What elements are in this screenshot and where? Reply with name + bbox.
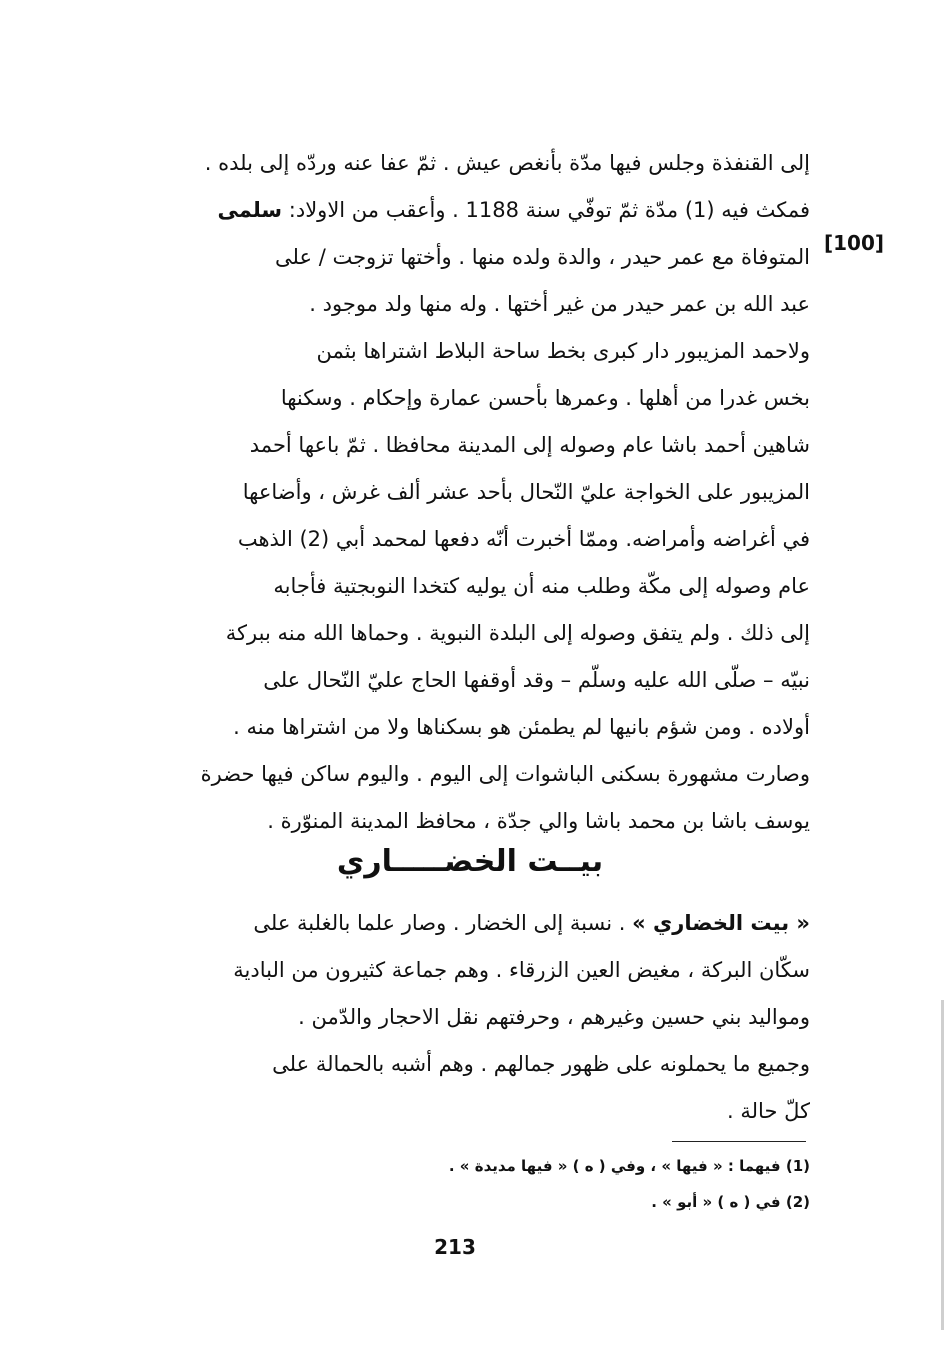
text-line: ومواليد بني حسين وغيرهم ، وحرفتهم نقل الاحجار والدّمن . — [298, 1005, 810, 1029]
text-line — [130, 900, 810, 947]
text-line: وجميع ما يحملونه على ظهور جمالهم . وهم أشبه بالحمالة على — [272, 1052, 810, 1076]
footnote-2: (2) في ( ه ) « أبو » . — [651, 1193, 810, 1211]
text-line: أولاده . ومن شؤم بانيها لم يطمئن هو بسكناها ولا من اشتراها منه . — [233, 715, 810, 739]
text-run: فمكث فيه (1) مدّة ثمّ توفّي سنة 1188 . وأعقب من الاولاد: — [282, 198, 810, 222]
text-line — [130, 187, 810, 234]
page-number: 213 — [434, 1235, 476, 1259]
margin-page-reference: [100] — [824, 231, 885, 255]
text-line: عام وصوله إلى مكّة وطلب منه أن يوليه كتخدا النوبجتية فأجابه — [273, 574, 810, 598]
text-line: نبيّه – صلّى الله عليه وسلّم – وقد أوقفها الحاج عليّ النّحال على — [263, 668, 810, 692]
paragraph-3 — [130, 900, 810, 1135]
text-line: عبد الله بن عمر حيدر من غير أختها . وله منها ولد موجود . — [309, 292, 810, 316]
text-line: شاهين أحمد باشا عام وصوله إلى المدينة محافظا . ثمّ باعها أحمد — [249, 433, 810, 457]
paragraph-2 — [130, 328, 810, 845]
footnote-divider — [672, 1141, 806, 1142]
bold-term: « بيت الخضاري » — [632, 911, 810, 935]
paragraph-1 — [130, 140, 810, 328]
text-run: . نسبة إلى الخضار . وصار علما بالغلبة على — [253, 911, 633, 935]
footnotes — [340, 1148, 810, 1220]
text-line: إلى القنفذة وجلس فيها مدّة بأنغص عيش . ثمّ عفا عنه وردّه إلى بلده . — [204, 151, 810, 175]
text-line: كلّ حالة . — [727, 1099, 810, 1123]
bold-term: سلمى — [217, 198, 283, 222]
section-heading: بيــت الخضـــــاري — [336, 844, 604, 879]
text-line: بخس غدرا من أهلها . وعمرها بأحسن عمارة وإحكام . وسكنها — [280, 386, 810, 410]
footnote-1: (1) فيهما : « فيها » ، وفي ( ه ) « فيها مديدة » . — [448, 1157, 810, 1175]
text-line: في أغراضه وأمراضه. وممّا أخبرت أنّه دفعها لمحمد أبي (2) الذهب — [237, 527, 810, 551]
text-line: المتوفاة مع عمر حيدر ، والدة ولده منها . وأختها تزوجت / على — [275, 245, 810, 269]
text-line: المزيبور على الخواجة عليّ النّحال بأحد عشر ألف غرش ، وأضاعها — [242, 480, 810, 504]
text-line: يوسف باشا بن محمد باشا والي جدّة ، محافظ المدينة المنوّرة . — [267, 809, 810, 833]
text-line: سكّان البركة ، مغيض العين الزرقاء . وهم جماعة كثيرون من البادية — [233, 958, 810, 982]
text-line: إلى ذلك . ولم يتفق وصوله إلى البلدة النبوية . وحماها الله منه ببركة — [225, 621, 810, 645]
text-line: ولاحمد المزيبور دار كبرى بخط ساحة البلاط اشتراها بثمن — [316, 339, 810, 363]
scan-edge-mark — [941, 1000, 944, 1330]
text-line: وصارت مشهورة بسكنى الباشوات إلى اليوم . واليوم ساكن فيها حضرة — [200, 762, 810, 786]
